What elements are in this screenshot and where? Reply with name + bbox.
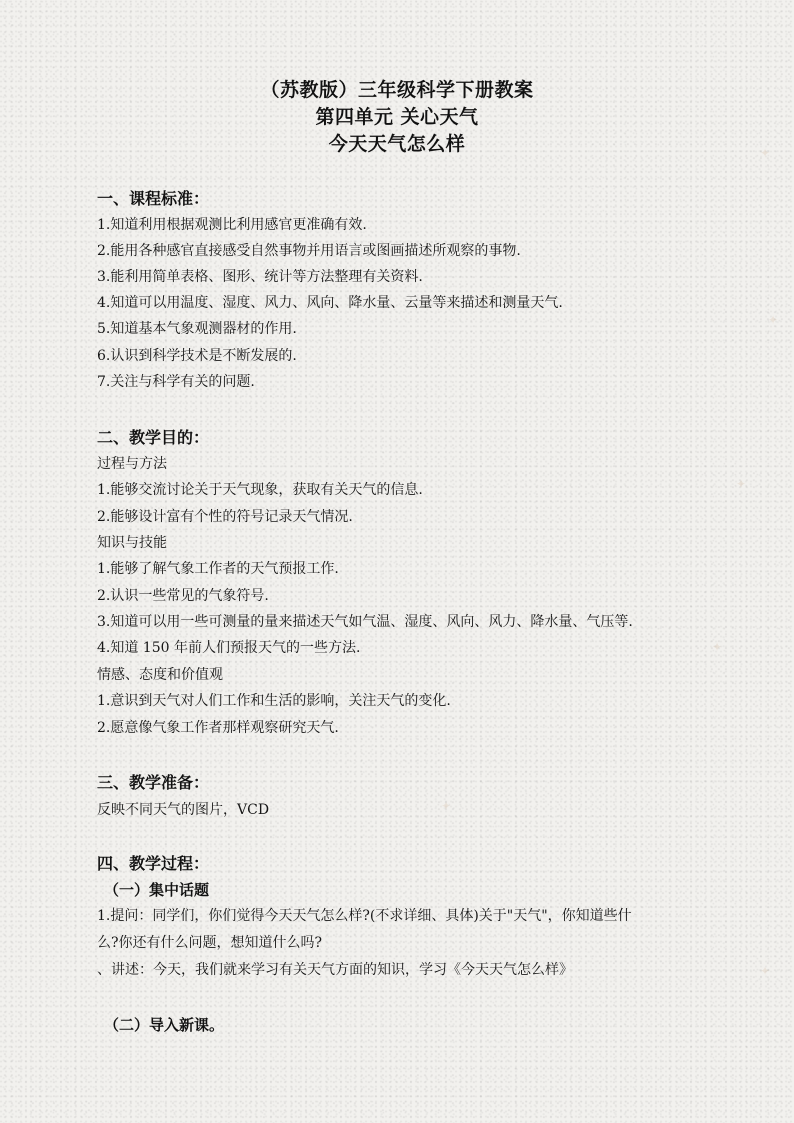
list-item: 3.能利用简单表格、图形、统计等方法整理有关资料. (97, 269, 423, 285)
list-item: 2.认识一些常见的气象符号. (97, 588, 269, 604)
list-item: 2.能够设计富有个性的符号记录天气情况. (97, 509, 353, 525)
document-title: （苏教版）三年级科学下册教案 (260, 79, 534, 101)
paragraph-line: 么?你还有什么问题，想知道什么吗? (97, 935, 323, 951)
list-item: 3.知道可以用一些可测量的量来描述天气如气温、湿度、风向、风力、降水量、气压等. (97, 614, 633, 630)
lesson-title: 今天天气怎么样 (328, 133, 466, 155)
preparation-text: 反映不同天气的图片，VCD (97, 802, 270, 818)
list-item: 4.知道 150 年前人们预报天气的一些方法. (97, 640, 361, 656)
list-item: 1.知道利用根据观测比利用感官更准确有效. (97, 217, 367, 233)
unit-title: 第四单元 关心天气 (315, 106, 479, 128)
watermark-mark: ✦ (441, 799, 452, 813)
watermark-mark: ✦ (768, 313, 779, 327)
list-item: 6.认识到科学技术是不断发展的. (97, 348, 297, 364)
list-item: 1.意识到天气对人们工作和生活的影响，关注天气的变化. (97, 693, 451, 709)
list-item: 5.知道基本气象观测器材的作用. (97, 321, 297, 337)
paragraph-line: 1.提问：同学们，你们觉得今天天气怎么样?(不求详细、具体)关于"天气"，你知道些什 (97, 908, 632, 924)
list-item: 1.能够交流讨论关于天气现象，获取有关天气的信息. (97, 482, 423, 498)
list-item: 2.愿意像气象工作者那样观察研究天气. (97, 720, 339, 736)
watermark-mark: ✦ (760, 146, 771, 160)
list-item: 2.能用各种感官直接感受自然事物并用语言或图画描述所观察的事物. (97, 243, 521, 259)
section-heading-curriculum-standards: 一、课程标准： (97, 189, 210, 208)
group-label-knowledge-skills: 知识与技能 (97, 535, 167, 551)
section-heading-teaching-goals: 二、教学目的： (97, 428, 210, 447)
group-label-attitude-values: 情感、态度和价值观 (97, 667, 223, 683)
watermark-mark: ✦ (712, 640, 723, 654)
watermark-mark: ✦ (736, 477, 747, 491)
group-label-process-methods: 过程与方法 (97, 456, 167, 472)
watermark-mark: ✦ (760, 964, 771, 978)
subheading-focus-topic: （一）集中话题 (104, 881, 210, 899)
section-heading-teaching-preparation: 三、教学准备： (97, 773, 210, 792)
section-heading-teaching-process: 四、教学过程： (97, 854, 210, 873)
list-item: 1.能够了解气象工作者的天气预报工作. (97, 561, 339, 577)
subheading-introduce-lesson: （二）导入新课。 (104, 1016, 225, 1034)
list-item: 7.关注与科学有关的问题. (97, 374, 255, 390)
list-item: 4.知道可以用温度、湿度、风力、风向、降水量、云量等来描述和测量天气. (97, 295, 563, 311)
paragraph-line: 、讲述：今天，我们就来学习有关天气方面的知识，学习《今天天气怎么样》 (97, 962, 573, 978)
